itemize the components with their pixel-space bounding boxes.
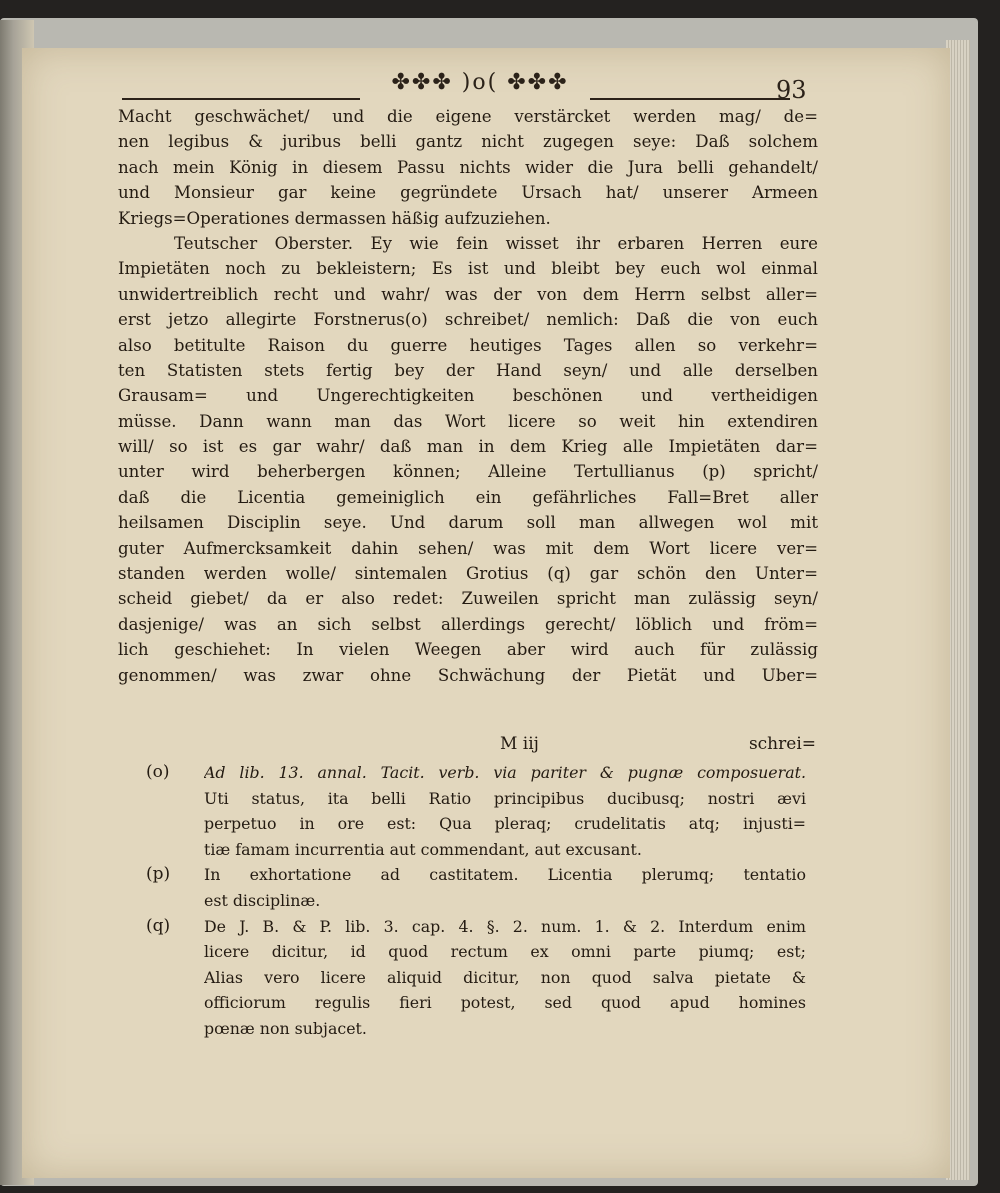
signature-line xyxy=(118,734,818,760)
text-line: unwidertreiblich recht und wahr/ was der von dem Herrn selbst aller= xyxy=(118,284,818,304)
footnote-line: tiæ famam incurrentia aut commendant, aut excusant. xyxy=(204,839,642,859)
signature-mark: M iij xyxy=(500,734,539,754)
header-ornament: ✤✤✤ )o( ✤✤✤ xyxy=(391,70,569,95)
text-line: Macht geschwächet/ und die eigene verstärcket werden mag/ de= xyxy=(118,107,818,126)
page-number: 93 xyxy=(776,76,807,104)
text-line: Teutscher Oberster. Ey wie fein wisset ihr erbaren Herren eure xyxy=(174,233,818,253)
footnote-q xyxy=(146,914,806,1042)
text-line: Grausam= und Ungerechtigkeiten beschönen und vertheidigen xyxy=(118,386,818,406)
text-line: lich geschiehet: In vielen Weegen aber wird auch für zulässig xyxy=(118,640,818,660)
footnote-line: Uti status, ita belli Ratio principibus ducibusq; nostri ævi xyxy=(204,788,806,808)
footnote-mark: (o) xyxy=(146,762,170,782)
footnote-line: Alias vero licere aliquid dicitur, non quod salva pietate & xyxy=(204,967,806,987)
footnote-mark: (p) xyxy=(146,864,171,885)
text-line: erst jetzo allegirte Forstnerus(o) schreibet/ nemlich: Daß die von euch xyxy=(118,310,818,330)
text-line: Kriegs=Operationes dermassen häßig aufzuziehen. xyxy=(118,208,551,228)
text-line: nen legibus & juribus belli gantz nicht zugegen seye: Daß solchem xyxy=(118,132,818,152)
footnote-line: officiorum regulis fieri potest, sed quod apud homines xyxy=(204,993,806,1013)
text-line: genommen/ was zwar ohne Schwächung der Pietät und Uber= xyxy=(118,665,818,685)
text-line: daß die Licentia gemeiniglich ein gefährliches Fall=Bret aller xyxy=(118,487,818,507)
catchword: schrei= xyxy=(748,734,816,754)
footnote-line: perpetuo in ore est: Qua pleraq; crudelitatis atq; injusti= xyxy=(204,814,806,834)
text-line: Impietäten noch zu bekleistern; Es ist und bleibt bey euch wol einmal xyxy=(118,259,818,279)
text-line: guter Aufmercksamkeit dahin sehen/ was mit dem Wort licere ver= xyxy=(118,538,818,558)
text-line: also betitulte Raison du guerre heutiges Tages allen so verkehr= xyxy=(118,335,818,355)
footnote-line: Ad lib. 13. annal. Tacit. verb. via pariter & pugnæ composuerat. xyxy=(204,763,806,782)
text-line: müsse. Dann wann man das Wort licere so weit hin extendiren xyxy=(118,411,818,431)
footnote-p xyxy=(146,862,806,913)
text-line: unter wird beherbergen können; Alleine Tertullianus (p) spricht/ xyxy=(118,462,818,482)
text-line: standen werden wolle/ sintemalen Grotius (q) gar schön den Unter= xyxy=(118,564,818,584)
footnote-line: pœnæ non subjacet. xyxy=(204,1018,367,1038)
main-text-block xyxy=(118,104,818,688)
footnote-mark: (q) xyxy=(146,915,171,936)
text-line: und Monsieur gar keine gegründete Ursach hat/ unserer Armeen xyxy=(118,183,818,203)
footnote-line: est disciplinæ. xyxy=(204,890,321,910)
header-rule-right xyxy=(590,98,790,100)
footnote-o xyxy=(146,760,806,862)
header-rule-left xyxy=(122,98,360,100)
running-header xyxy=(120,70,820,104)
footnotes-block xyxy=(146,760,806,1042)
text-line: ten Statisten stets fertig bey der Hand seyn/ und alle derselben xyxy=(118,360,818,380)
text-line: will/ so ist es gar wahr/ daß man in dem Krieg alle Impietäten dar= xyxy=(118,437,818,457)
text-line: scheid giebet/ da er also redet: Zuweilen spricht man zulässig seyn/ xyxy=(118,589,818,609)
footnote-line: licere dicitur, id quod rectum ex omni parte piumq; est; xyxy=(204,942,806,962)
footnote-line: De J. B. & P. lib. 3. cap. 4. §. 2. num. 1. & 2. Interdum enim xyxy=(204,916,806,936)
footnote-line: In exhortatione ad castitatem. Licentia plerumq; tentatio xyxy=(204,865,806,885)
text-line: dasjenige/ was an sich selbst allerdings gerecht/ löblich und fröm= xyxy=(118,614,818,634)
text-line: heilsamen Disciplin seye. Und darum soll man allwegen wol mit xyxy=(118,513,818,533)
text-line: nach mein König in diesem Passu nichts wider die Jura belli gehandelt/ xyxy=(118,157,818,177)
